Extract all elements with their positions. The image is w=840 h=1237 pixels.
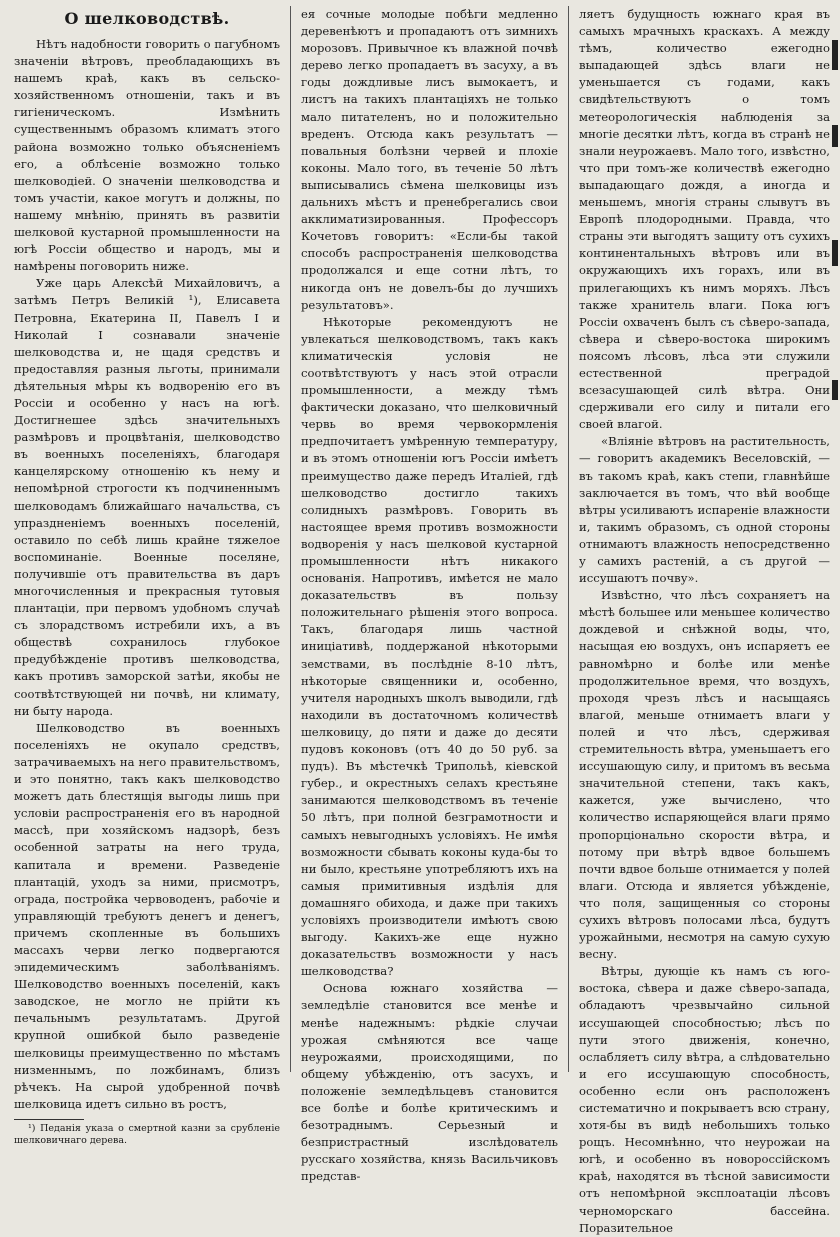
column-1 <box>14 6 290 1146</box>
paragraph: ея сочные молодые побѣги медленно деревенѣютъ и пропадаютъ отъ зимнихъ морозовъ. Привычное къ влажной почвѣ дерево легко пропадаетъ въ засуху, а въ годы дождливые лисъ вымокаетъ, и листъ на такихъ плантаціяхъ не только мало питателенъ, но и положительно вреденъ. Отсюда какъ результатъ — повальныя болѣзни червей и плохіе коконы. Мало того, въ теченіе 50 лѣтъ выписывались сѣмена шелковицы изъ дальнихъ мѣстъ и пренебрегались свои акклиматизированныя. Профессоръ Кочетовъ говоритъ: «Если-бы такой способъ распространенія шелководства продолжался и еще сотни лѣтъ, то никогда онъ не довелъ-бы до лучшихъ результатовъ». <box>301 7 558 312</box>
scan-edge-mark <box>832 125 838 147</box>
paragraph: «Вліяніе вѣтровъ на растительность, — говоритъ академикъ Веселовскій, — въ такомъ краѣ, какъ степи, главнѣйше заключается въ томъ, что вѣй вообще вѣтры усиливаютъ испареніе влажности и, такимъ образомъ, съ одной стороны отнимаютъ влажность непосредственно у самихъ растеній, а съ другой — иссушаютъ почву». <box>579 434 830 586</box>
paragraph: Шелководство въ военныхъ поселеніяхъ не окупало средствъ, затрачиваемыхъ на него правительствомъ, и это понятно, такъ какъ шелководство можетъ дать блестящія выгоды лишь при условіи распространенія его въ народной массѣ, при хозяйскомъ надзорѣ, безъ особенной затраты на него труда, капитала и времени. Разведеніе плантацій, уходъ за ними, присмотръ, ограда, постройка червоводенъ, рабочіе и управляющій требуютъ денегъ и денегъ, причемъ скопленные въ большихъ массахъ черви легко подвергаются эпидемическимъ заболѣваніямъ. Шелководство военныхъ поселеній, какъ заводское, не могло не прійти къ печальнымъ результатамъ. Другой крупной ошибкой было разведеніе шелковицы преимущественно по мѣстамъ низменнымъ, по ложбинамъ, близъ рѣчекъ. На сырой удобренной почвѣ шелковица идетъ сильно въ ростъ, <box>14 720 280 1111</box>
paragraph: ляетъ будущность южнаго края въ самыхъ мрачныхъ краскахъ. А между тѣмъ, количество ежегодно выпадающей здѣсь влаги не уменьшается съ годами, какъ свидѣтельствуютъ о томъ метеорологическія наблюденія за многіе десятки лѣтъ, когда въ странѣ не знали неурожаевъ. Мало того, извѣстно, что при томъ-же количествѣ ежегодно выпадающаго дождя, а иногда и меньшемъ, многія страны слывутъ въ Европѣ плодородными. Правда, что страны эти выгодятъ защиту отъ сухихъ континентальныхъ вѣтровъ или въ окружающихъ ихъ горахъ, или въ прилегающихъ къ нимъ моряхъ. Лѣсъ также хранитель влаги. Пока югъ Россіи охваченъ былъ съ сѣверо-запада, сѣвера и сѣверо-востока широкимъ поясомъ лѣсовъ, лѣса эти служили естественной преградой всезасушающей силѣ вѣтра. Они сдерживали его силу и питали его своей влагой. <box>579 7 830 432</box>
paragraph: Вѣтры, дующіе къ намъ съ юго-востока, сѣвера и даже сѣверо-запада, обладаютъ чрезвычайно сильной иссушающей способностью; лѣсъ по пути этого движенія, конечно, ослабляетъ силу вѣтра, а слѣдовательно и его иссушающую способность, особенно если онъ расположенъ систематично и покрываетъ всю страну, хотя-бы въ видѣ небольшихъ только рощъ. Несомнѣнно, что неурожаи на югѣ, и особенно въ новороссійскомъ краѣ, находятся въ тѣсной зависимости отъ непомѣрной эксплоатаціи лѣсовъ черноморскаго бассейна. Поразительное <box>579 964 830 1235</box>
paragraph: Нѣкоторые рекомендуютъ не увлекаться шелководствомъ, такъ какъ климатическія условія не соотвѣтствуютъ у насъ этой отрасли промышленности, а между тѣмъ фактически доказано, что шелковичный червь во время червокормленія предпочитаетъ умѣренную температуру, и въ этомъ отношеніи югъ Россіи имѣетъ преимущество даже передъ Италіей, гдѣ шелководство достигло такихъ солидныхъ размѣровъ. Говорить въ настоящее время противъ возможности водворенія у насъ шелковой кустарной промышленности нѣтъ никакого основанія. Напротивъ, имѣется не мало доказательствъ въ пользу положительнаго рѣшенія этого вопроса. Такъ, благодаря лишь частной иниціативѣ, поддержаной нѣкоторыми земствами, въ послѣдніе 8-10 лѣтъ, нѣкоторые священники и, особенно, учителя народныхъ школъ выводили, гдѣ находили въ достаточномъ количествѣ шелковицу, до пяти и даже до десяти пудовъ коконовъ (отъ 40 до 50 руб. за пудъ). Въ мѣстечкѣ Трипольѣ, кіевской губер., и окрестныхъ селахъ крестьяне занимаются шелководствомъ въ теченіе 50 лѣтъ, при полной безграмотности и самыхъ невыгодныхъ условіяхъ. Не имѣя возможности сбывать коконы куда-бы то ни было, крестьяне употребляютъ ихъ на самыя примитивныя издѣлія для домашняго обихода, и даже при такихъ условіяхъ производители имѣютъ свою выгоду. Какихъ-же еще нужно доказательствъ возможности у насъ шелководства? <box>301 314 558 979</box>
footnote: ¹) Педанія указа о смертной казни за срубленіе шелковичнаго дерева. <box>14 1122 280 1146</box>
paragraph: Извѣстно, что лѣсъ сохраняетъ на мѣстѣ большее или меньшее количество дождевой и снѣжной воды, что, насыщая ею воздухъ, онъ испаряетъ ее равномѣрно и болѣе или менѣе продолжительное время, что воздухъ, проходя чрезъ лѣсъ и насыщаясь влагой, меньше отнимаетъ влаги у полей и что лѣсъ, сдерживая стремительность вѣтра, уменьшаетъ его иссушающую силу, и притомъ въ весьма значительной степени, такъ какъ, кажется, уже вычислено, что количество испаряющейся влаги прямо пропорціонально скорости вѣтра, и потому при вѣтрѣ вдвое большемъ почти вдвое больше отнимается у полей влаги. Отсюда и является убѣжденіе, что поля, защищенныя со стороны сухихъ вѣтровъ полосами лѣса, будутъ урожайными, несмотря на самую сухую весну. <box>579 588 830 962</box>
footnote-divider <box>14 1119 84 1120</box>
article-title: О шелководствѣ. <box>64 9 230 28</box>
column-3 <box>568 6 830 1235</box>
scan-edge-mark <box>832 380 838 400</box>
paragraph: Нѣтъ надобности говорить о пагубномъ значеніи вѣтровъ, преобладающихъ въ нашемъ краѣ, какъ въ сельско-хозяйственномъ отношеніи, такъ и въ гигіеническомъ. Измѣнить существеннымъ образомъ климатъ этого района возможно только объясненіемъ его, а облѣсеніе возможно только шелководіей. О значеніи шелководства и томъ участіи, какое могутъ и должны, по нашему мнѣнію, принять въ развитіи шелковой кустарной промышленности на югѣ Россіи общество и народъ, мы и намѣрены поговорить ниже. <box>14 37 280 274</box>
scan-edge-mark <box>832 240 838 266</box>
scan-edge-mark <box>832 40 838 70</box>
paragraph: Основа южнаго хозяйства — земледѣліе становится все менѣе и менѣе надежнымъ: рѣдкіе случаи урожая смѣняются все чаще неурожаями, происходящими, по общему убѣжденію, отъ засухъ, и положеніе земледѣльцевъ становится все болѣе и болѣе критическимъ и безотраднымъ. Серьезный и безпристрастный изслѣдователь русскаго хозяйства, князь Васильчиковъ представ- <box>301 981 558 1184</box>
article-columns <box>14 6 830 1235</box>
column-2 <box>290 6 568 1184</box>
paragraph: Уже царь Алексѣй Михайловичъ, а затѣмъ Петръ Великій ¹), Елисавета Петровна, Екатерина II, Павелъ I и Николай I сознавали значеніе шелководства и, не щадя средствъ и предоставляя разныя льготы, принимали дѣятельныя мѣры къ водворенію его въ Россіи и особенно у насъ на югѣ. Достигнешее здѣсь значительныхъ размѣровъ и процвѣтанія, шелководство въ военныхъ поселеніяхъ, благодаря канцелярскому отношенію къ нему и непомѣрной строгости къ подчиненнымъ шелководамъ ближайшаго начальства, съ упраздненіемъ военныхъ поселеній, оставило по себѣ лишь крайне тяжелое воспоминаніе. Военные поселяне, получившіе отъ правительства въ даръ многочисленныя и прекрасныя тутовыя плантаціи, при первомъ удобномъ случаѣ съ злорадствомъ истребили ихъ, а въ обществѣ сохранилось глубокое предубѣжденіе противъ шелководства, какъ противъ заморской затѣи, якобы не соотвѣтствующей ни почвѣ, ни климату, ни быту народа. <box>14 276 280 718</box>
